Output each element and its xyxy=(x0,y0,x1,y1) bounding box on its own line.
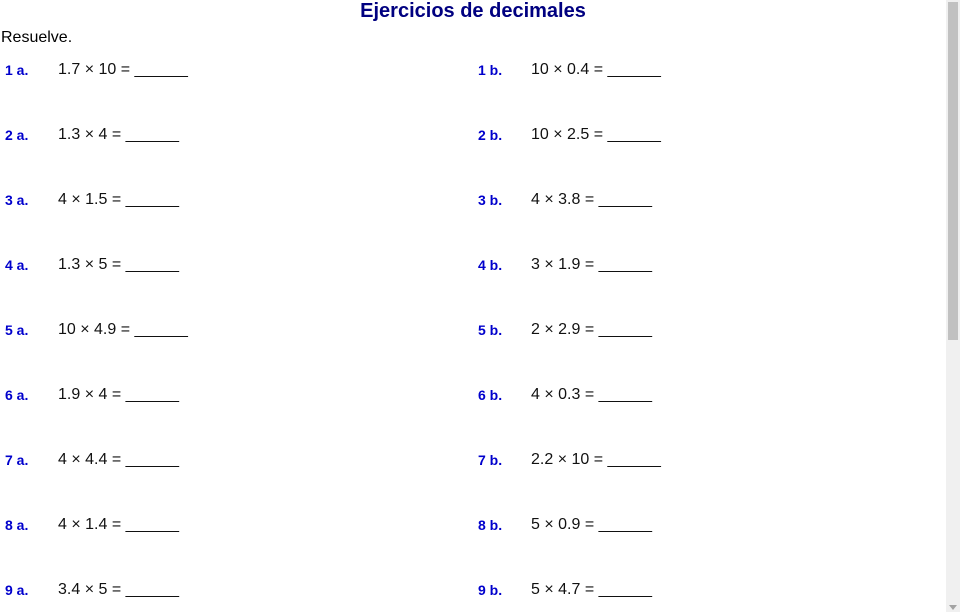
exercise-expression: 10 × 0.4 = ______ xyxy=(531,61,661,78)
exercise-number: 5 b. xyxy=(478,322,503,338)
exercise-item xyxy=(478,578,652,602)
exercise-expression: 10 × 2.5 = ______ xyxy=(531,126,661,143)
exercise-expression: 1.7 × 10 = ______ xyxy=(58,61,188,78)
exercise-item xyxy=(478,318,652,342)
exercise-item xyxy=(478,58,661,82)
exercise-item xyxy=(5,513,179,537)
exercise-number: 1 b. xyxy=(478,62,503,78)
exercise-row xyxy=(0,513,946,578)
exercise-number: 8 b. xyxy=(478,517,503,533)
exercise-expression: 1.3 × 4 = ______ xyxy=(58,126,179,143)
exercise-number: 2 b. xyxy=(478,127,503,143)
exercise-expression: 2.2 × 10 = ______ xyxy=(531,451,661,468)
exercise-expression: 3 × 1.9 = ______ xyxy=(531,256,652,273)
exercise-expression: 2 × 2.9 = ______ xyxy=(531,321,652,338)
exercise-row xyxy=(0,383,946,448)
exercise-item xyxy=(478,188,652,212)
exercise-number: 7 b. xyxy=(478,452,503,468)
exercise-number: 9 a. xyxy=(5,582,29,598)
exercise-expression: 4 × 0.3 = ______ xyxy=(531,386,652,403)
exercise-item xyxy=(5,188,179,212)
exercise-expression: 5 × 4.7 = ______ xyxy=(531,581,652,598)
exercise-number: 4 b. xyxy=(478,257,503,273)
exercise-row xyxy=(0,58,946,123)
vertical-scrollbar[interactable] xyxy=(946,0,960,612)
exercise-row xyxy=(0,578,946,612)
exercise-item xyxy=(478,513,652,537)
exercise-number: 9 b. xyxy=(478,582,503,598)
scroll-down-arrow-icon[interactable] xyxy=(949,605,957,610)
exercise-item xyxy=(478,253,652,277)
exercise-item xyxy=(5,123,179,147)
exercise-item xyxy=(478,448,661,472)
exercise-expression: 1.9 × 4 = ______ xyxy=(58,386,179,403)
exercise-number: 2 a. xyxy=(5,127,29,143)
exercise-expression: 4 × 1.4 = ______ xyxy=(58,516,179,533)
exercise-number: 4 a. xyxy=(5,257,29,273)
exercise-item xyxy=(5,448,179,472)
exercise-row xyxy=(0,448,946,513)
exercise-item xyxy=(5,58,188,82)
exercise-item xyxy=(478,383,652,407)
exercise-expression: 4 × 3.8 = ______ xyxy=(531,191,652,208)
exercise-row xyxy=(0,188,946,253)
exercise-row xyxy=(0,123,946,188)
exercise-number: 5 a. xyxy=(5,322,29,338)
exercise-item xyxy=(5,383,179,407)
exercise-item xyxy=(478,123,661,147)
exercise-number: 3 b. xyxy=(478,192,503,208)
exercise-number: 8 a. xyxy=(5,517,29,533)
exercise-expression: 4 × 1.5 = ______ xyxy=(58,191,179,208)
exercise-row xyxy=(0,253,946,318)
exercise-number: 7 a. xyxy=(5,452,29,468)
exercise-grid xyxy=(0,58,946,612)
exercise-expression: 1.3 × 5 = ______ xyxy=(58,256,179,273)
exercise-number: 3 a. xyxy=(5,192,29,208)
instruction-text: Resuelve. xyxy=(1,29,73,46)
scrollbar-thumb[interactable] xyxy=(948,2,958,340)
exercise-item xyxy=(5,318,188,342)
exercise-expression: 10 × 4.9 = ______ xyxy=(58,321,188,338)
exercise-item xyxy=(5,578,179,602)
exercise-item xyxy=(5,253,179,277)
exercise-number: 1 a. xyxy=(5,62,29,78)
exercise-expression: 4 × 4.4 = ______ xyxy=(58,451,179,468)
exercise-number: 6 b. xyxy=(478,387,503,403)
page-title: Ejercicios de decimales xyxy=(360,0,586,22)
exercise-number: 6 a. xyxy=(5,387,29,403)
exercise-expression: 3.4 × 5 = ______ xyxy=(58,581,179,598)
exercise-row xyxy=(0,318,946,383)
exercise-expression: 5 × 0.9 = ______ xyxy=(531,516,652,533)
